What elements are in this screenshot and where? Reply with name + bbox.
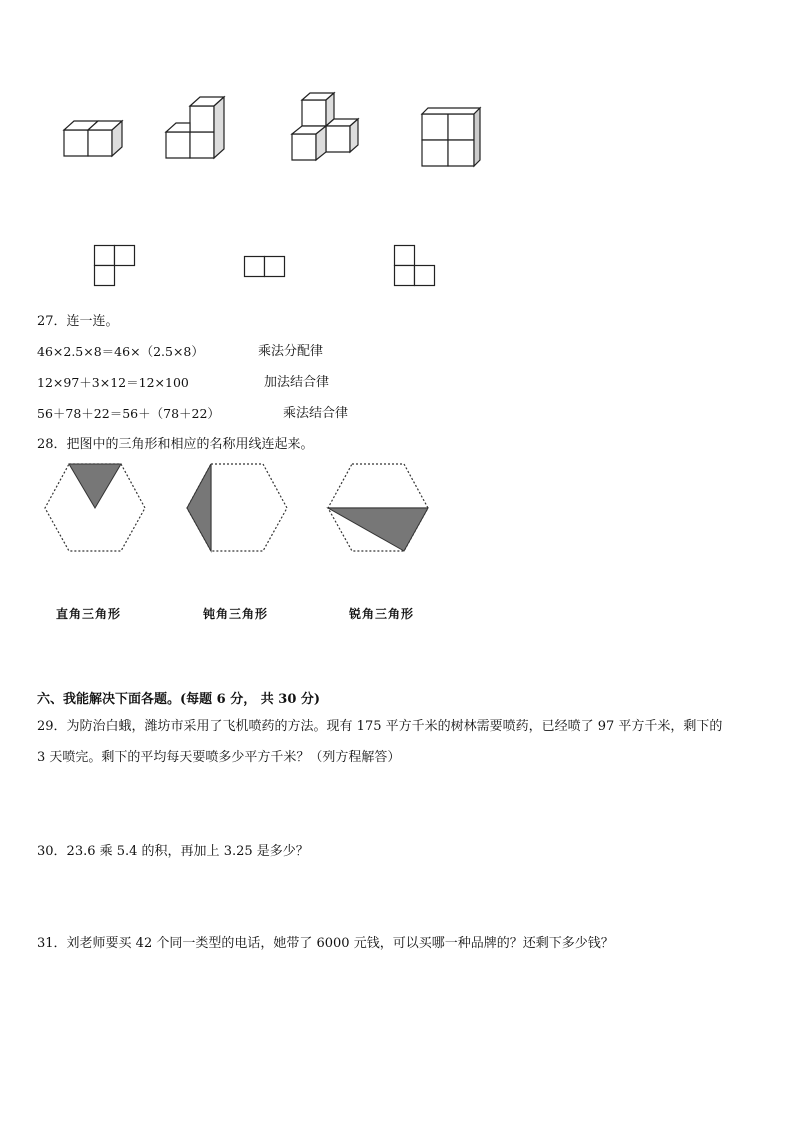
label-obtuse-triangle[interactable]: 钝角三角形 (203, 607, 269, 621)
view-shape-2 (244, 256, 286, 278)
q27-law-1[interactable]: 乘法分配律 (258, 344, 324, 359)
q30-text: 30．23.6 乘 5.4 的积，再加上 3.25 是多少？ (37, 844, 309, 859)
q29-line-2: 3 天喷完。剩下的平均每天要喷多少平方千米？（列方程解答） (37, 750, 401, 765)
q29-line-1: 29．为防治白蛾，潍坊市采用了飞机喷药的方法。现有 175 平方千米的树林需要喷药，已经喷了 97 平方千米，剩下的 (37, 719, 723, 734)
cube-figure-4 (422, 106, 484, 168)
section-6-heading: 六、我能解决下面各题。(每题 6 分， 共 30 分) (37, 692, 321, 707)
q27-title: 27．连一连。 (37, 314, 119, 329)
q31-text: 31．刘老师要买 42 个同一类型的电话，她带了 6000 元钱，可以买哪一种品牌的？还剩下多少钱？ (37, 936, 614, 951)
q27-equation-3: 56＋78＋22＝56＋（78＋22） (37, 406, 220, 421)
q27-equation-1: 46×2.5×8＝46×（2.5×8） (37, 344, 204, 359)
q28-title: 28．把图中的三角形和相应的名称用线连起来。 (37, 437, 314, 452)
q27-law-2[interactable]: 加法结合律 (264, 375, 330, 390)
label-right-triangle[interactable]: 直角三角形 (56, 607, 122, 621)
cube-figure-3 (292, 96, 362, 162)
hexagon-figure-1 (43, 463, 147, 553)
q27-equation-2: 12×97＋3×12＝12×100 (37, 375, 189, 390)
view-shape-1 (94, 245, 136, 287)
view-shape-3 (394, 245, 436, 287)
hexagon-figure-2 (185, 463, 289, 553)
q27-law-3[interactable]: 乘法结合律 (283, 406, 349, 421)
cube-figure-1 (64, 118, 126, 158)
cube-figure-2 (166, 100, 228, 160)
hexagon-figure-3 (326, 463, 430, 553)
label-acute-triangle[interactable]: 锐角三角形 (349, 607, 415, 621)
